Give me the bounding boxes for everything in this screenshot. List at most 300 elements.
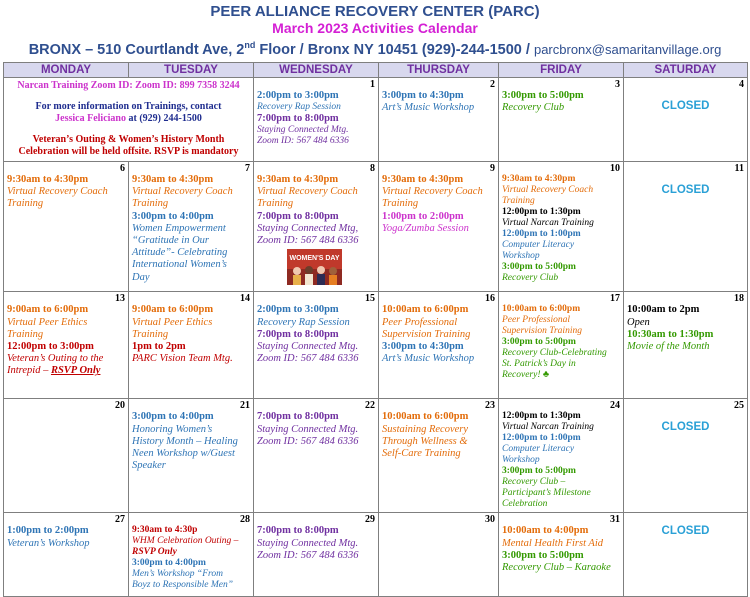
event-emphasis: ♣ (542, 370, 550, 381)
event-text: Training (7, 198, 44, 210)
event-text: Neen Workshop w/Guest (132, 448, 235, 460)
weekday-header-wednesday: WEDNESDAY (254, 62, 379, 77)
event-time (382, 90, 495, 102)
address-part-a: BRONX – 510 Courtlandt Ave, 2 (28, 41, 245, 58)
calendar-header (0, 3, 750, 60)
event-time (257, 113, 375, 125)
event-text: Computer Literacy (502, 444, 575, 455)
calendar-day-cell (624, 513, 748, 597)
event-time (132, 547, 250, 558)
event-text: 10:00am to 6:00pm (502, 304, 581, 315)
calendar-day-cell (254, 292, 379, 399)
event-text: Training (502, 196, 535, 207)
event-text: 7:00pm to 8:00pm (257, 411, 339, 423)
event-time (382, 304, 495, 316)
event-text: Staying Connected Mtg. (257, 125, 349, 136)
calendar-day-cell (129, 162, 254, 292)
day-number: 11 (734, 163, 744, 175)
event-text: Self-Care Training (382, 448, 461, 460)
event-title (502, 562, 620, 574)
event-title (502, 240, 620, 251)
event-text: Attitude”- Celebrating (132, 247, 228, 259)
contact-line (7, 113, 250, 125)
day-number: 22 (365, 400, 375, 412)
calendar-day-cell (499, 399, 624, 513)
training-info-note: For more information on Trainings, contact (35, 101, 222, 113)
event-text: 2:00pm to 3:00pm (257, 90, 339, 102)
event-time (502, 90, 620, 102)
event-text: “Gratitude in Our (132, 235, 210, 247)
event-text: Art’s Music Workshop (382, 102, 475, 114)
day-number: 1 (370, 79, 375, 91)
calendar-day-cell (254, 399, 379, 513)
womens-day-image-label: WOMEN'S DAY (289, 255, 340, 263)
narcan-zoom-note: Narcan Training Zoom ID: Zoom ID: 899 7358 3244 (17, 80, 240, 92)
outing-note: Veteran’s Outing & Women’s History Month Celebration will be held offsite. RSVP is mandatory (18, 134, 239, 158)
calendar-day-cell (624, 78, 748, 162)
event-time (382, 174, 495, 186)
event-title (382, 223, 495, 235)
event-time (132, 411, 250, 423)
event-title (502, 488, 620, 499)
event-text: Art’s Music Workshop (382, 353, 475, 365)
event-title (257, 223, 375, 235)
event-title (502, 499, 620, 510)
contact-phone: at (929) 244-1500 (126, 113, 202, 125)
event-text: Training (7, 328, 44, 340)
event-time (502, 550, 620, 562)
event-text: Zoom ID: 567 484 6336 (257, 136, 349, 147)
event-text: 12:00pm to 1:00pm (502, 229, 581, 240)
day-number: 2 (490, 79, 495, 91)
event-text: Day (132, 271, 150, 283)
event-text: Open (627, 316, 650, 328)
contact-email[interactable]: parcbronx@samaritanvillage.org (533, 41, 722, 57)
calendar-day-cell (624, 292, 748, 399)
day-number: 14 (240, 293, 250, 305)
calendar-day-cell (379, 292, 499, 399)
calendar-day-cell (379, 78, 499, 162)
calendar-table (3, 62, 748, 597)
event-title (132, 436, 250, 448)
event-title (7, 186, 125, 198)
event-text: Virtual Recovery Coach (502, 185, 594, 196)
event-text: RSVP Only (132, 547, 177, 558)
event-time (132, 211, 250, 223)
event-text: 10:00am to 4:00pm (502, 525, 589, 537)
calendar-day-cell (499, 162, 624, 292)
event-title (257, 550, 375, 562)
event-time (7, 304, 125, 316)
calendar-day-cell (499, 78, 624, 162)
calendar-day-cell (4, 513, 129, 597)
event-text: Supervision Training (382, 328, 471, 340)
event-text: 12:00pm to 1:30pm (502, 207, 581, 218)
event-text: 9:30am to 4:30pm (382, 174, 464, 186)
event-text: 1:00pm to 2:00pm (7, 525, 89, 537)
event-title (132, 424, 250, 436)
event-text: 9:30am to 4:30p (132, 525, 198, 536)
event-title (132, 536, 250, 547)
event-title (502, 359, 620, 370)
event-text: Supervision Training (502, 326, 582, 337)
calendar-day-cell (379, 162, 499, 292)
event-text: Through Wellness & (382, 435, 468, 447)
event-time (257, 525, 375, 537)
calendar-week-row (4, 292, 748, 399)
event-title (132, 259, 250, 271)
day-number: 31 (610, 514, 620, 526)
event-time (257, 304, 375, 316)
event-text: Training (132, 328, 169, 340)
calendar-body (4, 78, 748, 597)
weekday-header-row (4, 62, 748, 77)
event-text: Virtual Peer Ethics (132, 316, 213, 328)
event-text: 9:30am to 4:30pm (7, 174, 89, 186)
day-number: 29 (365, 514, 375, 526)
event-title (132, 569, 250, 580)
org-title: PEER ALLIANCE RECOVERY CENTER (PARC) (210, 3, 540, 20)
event-text: Virtual Peer Ethics (7, 316, 88, 328)
day-number: 21 (240, 400, 250, 412)
event-text: 3:00pm to 5:00pm (502, 262, 576, 273)
event-title (502, 102, 620, 114)
event-text: Recovery Rap Session (257, 102, 341, 113)
event-text: 3:00pm to 4:00pm (132, 411, 214, 423)
day-number: 13 (115, 293, 125, 305)
event-text: Zoom ID: 567 484 6336 (257, 435, 359, 447)
event-time (502, 304, 620, 315)
calendar-day-cell (379, 399, 499, 513)
event-time (502, 525, 620, 537)
day-number: 25 (734, 400, 744, 412)
event-text: 9:30am to 4:30pm (502, 174, 576, 185)
event-title (257, 353, 375, 365)
event-text: 3:00pm to 5:00pm (502, 90, 584, 102)
event-time (257, 411, 375, 423)
event-title (132, 223, 250, 235)
event-text: Zoom ID: 567 484 6336 (257, 549, 359, 561)
event-text: Recovery Club-Celebrating (502, 348, 607, 359)
closed-label: CLOSED (661, 184, 710, 197)
event-text: Women Empowerment (132, 222, 226, 234)
day-number: 16 (485, 293, 495, 305)
event-time (7, 341, 125, 353)
event-title (502, 538, 620, 550)
day-number: 7 (245, 163, 250, 175)
event-text: 3:00pm to 5:00pm (502, 466, 576, 477)
event-text: Training (132, 198, 169, 210)
day-number: 10 (610, 163, 620, 175)
event-title (257, 102, 375, 113)
event-text: 7:00pm to 8:00pm (257, 328, 339, 340)
event-text: 3:00pm to 4:00pm (132, 210, 214, 222)
day-number: 30 (485, 514, 495, 526)
event-title (627, 341, 744, 353)
event-text: Virtual Recovery Coach (7, 186, 108, 198)
event-text: Workshop (502, 251, 540, 262)
event-text: Intrepid – (7, 365, 51, 377)
event-text: 10:30am to 1:30pm (627, 328, 714, 340)
event-title (257, 235, 375, 247)
event-text: Training (257, 198, 294, 210)
calendar-day-cell (499, 513, 624, 597)
day-number: 28 (240, 514, 250, 526)
event-title (132, 247, 250, 259)
calendar-day-cell (4, 292, 129, 399)
event-text: Sustaining Recovery (382, 423, 469, 435)
closed-label: CLOSED (661, 525, 710, 538)
day-number: 8 (370, 163, 375, 175)
calendar-day-cell (379, 513, 499, 597)
info-notes-cell (4, 78, 254, 162)
calendar-day-cell (624, 162, 748, 292)
calendar-day-cell (499, 292, 624, 399)
day-number: 20 (115, 400, 125, 412)
event-text: Veteran’s Workshop (7, 537, 90, 549)
event-time (132, 525, 250, 536)
event-title (257, 436, 375, 448)
event-time (502, 337, 620, 348)
event-time (382, 211, 495, 223)
event-text: Training (382, 198, 419, 210)
event-title (382, 448, 495, 460)
event-time (502, 207, 620, 218)
event-text: Zoom ID: 567 484 6336 (257, 235, 359, 247)
event-text: Recovery Club – Karaoke (502, 562, 611, 574)
event-title (502, 273, 620, 284)
event-title (382, 353, 495, 365)
event-text: History Month – Healing (132, 435, 238, 447)
event-time (7, 525, 125, 537)
address-superscript: nd (244, 40, 256, 50)
event-text: Recovery! (502, 370, 543, 381)
address-line (0, 36, 750, 60)
weekday-header-friday: FRIDAY (499, 62, 624, 77)
event-text: 7:00pm to 8:00pm (257, 210, 339, 222)
event-time (257, 329, 375, 341)
event-title (132, 272, 250, 284)
event-title (7, 317, 125, 329)
event-text: St. Patrick’s Day in (502, 359, 576, 370)
event-time (382, 341, 495, 353)
calendar-day-cell (129, 513, 254, 597)
event-text: Speaker (132, 460, 166, 472)
event-title (132, 448, 250, 460)
event-time (132, 341, 250, 353)
event-title (7, 353, 125, 365)
event-title (627, 317, 744, 329)
event-title (382, 198, 495, 210)
day-number: 23 (485, 400, 495, 412)
event-text: Peer Professional (502, 315, 570, 326)
calendar-day-cell (129, 399, 254, 513)
event-time (382, 411, 495, 423)
event-text: 10:00am to 6:00pm (382, 304, 469, 316)
event-title (132, 317, 250, 329)
event-title (382, 102, 495, 114)
event-title (7, 329, 125, 341)
event-text: Virtual Recovery Coach (382, 186, 483, 198)
event-time (7, 174, 125, 186)
event-text: Veteran’s Outing to the (7, 353, 104, 365)
event-text: Honoring Women’s (132, 423, 213, 435)
weekday-header-tuesday: TUESDAY (129, 62, 254, 77)
event-text: 7:00pm to 8:00pm (257, 113, 339, 125)
event-title (257, 424, 375, 436)
event-text: Movie of the Month (627, 341, 710, 353)
event-title (502, 444, 620, 455)
calendar-day-cell (4, 399, 129, 513)
calendar-week-row (4, 162, 748, 292)
event-time (257, 90, 375, 102)
event-title (502, 348, 620, 359)
event-text: 2:00pm to 3:00pm (257, 304, 339, 316)
event-text: 9:00am to 6:00pm (132, 304, 214, 316)
event-text: Peer Professional (382, 316, 458, 328)
event-title (257, 317, 375, 329)
event-title (382, 329, 495, 341)
event-title (382, 317, 495, 329)
calendar-day-cell (254, 513, 379, 597)
calendar-week-row (4, 513, 748, 597)
event-text: 12:00pm to 1:30pm (502, 411, 581, 422)
weekday-header-monday: MONDAY (4, 62, 129, 77)
event-title (382, 436, 495, 448)
event-text: 12:00pm to 1:00pm (502, 433, 581, 444)
event-text: 3:00pm to 4:00pm (132, 558, 206, 569)
day-number: 15 (365, 293, 375, 305)
event-time (502, 174, 620, 185)
event-time (627, 329, 744, 341)
event-time (502, 411, 620, 422)
event-title (132, 580, 250, 591)
event-title (132, 235, 250, 247)
event-text: 9:00am to 6:00pm (7, 304, 89, 316)
event-title (132, 329, 250, 341)
event-title (382, 424, 495, 436)
closed-label: CLOSED (661, 100, 710, 113)
event-title (257, 538, 375, 550)
event-text: Participant’s Milestone (502, 488, 591, 499)
weekday-header-saturday: SATURDAY (624, 62, 748, 77)
womens-day-image (287, 249, 342, 285)
event-title (502, 251, 620, 262)
event-text: 3:00pm to 4:30pm (382, 341, 464, 353)
event-time (132, 174, 250, 186)
address-part-b: Floor / Bronx NY 10451 (929)-244-1500 / (255, 41, 534, 58)
event-time (502, 466, 620, 477)
event-text: Men’s Workshop “From (132, 569, 223, 580)
calendar-week-row (4, 78, 748, 162)
calendar-day-cell (624, 399, 748, 513)
event-text: Computer Literacy (502, 240, 575, 251)
event-emphasis: RSVP Only (50, 365, 101, 377)
event-text: PARC Vision Team Mtg. (132, 353, 233, 365)
event-text: Recovery Rap Session (257, 316, 350, 328)
calendar-day-cell (254, 78, 379, 162)
event-text: 10:00am to 2pm (627, 304, 700, 316)
event-title (257, 136, 375, 147)
event-text: Recovery Club (502, 273, 559, 284)
event-text: 12:00pm to 3:00pm (7, 341, 94, 353)
event-title (382, 186, 495, 198)
event-text: Virtual Narcan Training (502, 218, 594, 229)
event-title (7, 365, 125, 377)
event-time (132, 558, 250, 569)
event-text: Recovery Club (502, 102, 565, 114)
event-time (502, 433, 620, 444)
event-text: Staying Connected Mtg, (257, 222, 359, 234)
event-title (502, 370, 620, 381)
day-number: 18 (734, 293, 744, 305)
event-title (132, 198, 250, 210)
event-title (257, 125, 375, 136)
contact-name: Jessica Feliciano (55, 113, 126, 125)
event-title (7, 538, 125, 550)
event-title (132, 186, 250, 198)
event-text: 1:00pm to 2:00pm (382, 210, 464, 222)
event-text: Workshop (502, 455, 540, 466)
event-title (502, 185, 620, 196)
event-text: Virtual Recovery Coach (257, 186, 358, 198)
event-text: 3:00pm to 5:00pm (502, 549, 584, 561)
day-number: 24 (610, 400, 620, 412)
event-time (502, 229, 620, 240)
day-number: 3 (615, 79, 620, 91)
calendar-subtitle: March 2023 Activities Calendar (272, 20, 478, 36)
event-title (502, 422, 620, 433)
event-text: International Women’s (132, 259, 227, 271)
event-title (502, 326, 620, 337)
event-title (7, 198, 125, 210)
event-time (627, 304, 744, 316)
calendar-week-row (4, 399, 748, 513)
event-title (132, 353, 250, 365)
event-text: Recovery Club – (502, 477, 566, 488)
event-text: Virtual Narcan Training (502, 422, 594, 433)
event-text: Virtual Recovery Coach (132, 186, 233, 198)
event-text: Staying Connected Mtg. (257, 341, 359, 353)
event-time (502, 262, 620, 273)
event-text: Mental Health First Aid (502, 537, 604, 549)
event-title (502, 315, 620, 326)
calendar-day-cell (4, 162, 129, 292)
calendar-day-cell (129, 292, 254, 399)
event-time (257, 211, 375, 223)
event-text: 9:30am to 4:30pm (132, 174, 214, 186)
event-text: Zoom ID: 567 484 6336 (257, 353, 359, 365)
event-text: Boyz to Responsible Men” (132, 580, 234, 591)
day-number: 17 (610, 293, 620, 305)
event-text: Staying Connected Mtg. (257, 423, 359, 435)
day-number: 9 (490, 163, 495, 175)
event-text: 3:00pm to 5:00pm (502, 337, 576, 348)
event-text: Celebration (502, 499, 548, 510)
day-number: 27 (115, 514, 125, 526)
event-title (132, 460, 250, 472)
event-text: WHM Celebration Outing – (132, 536, 239, 547)
event-text: 1pm to 2pm (132, 341, 186, 353)
event-text: 10:00am to 6:00pm (382, 411, 469, 423)
event-title (502, 196, 620, 207)
event-text: 7:00pm to 8:00pm (257, 525, 339, 537)
weekday-header-thursday: THURSDAY (379, 62, 499, 77)
calendar-day-cell (254, 162, 379, 292)
day-number: 4 (739, 79, 744, 91)
event-title (502, 455, 620, 466)
event-text: Staying Connected Mtg. (257, 537, 359, 549)
